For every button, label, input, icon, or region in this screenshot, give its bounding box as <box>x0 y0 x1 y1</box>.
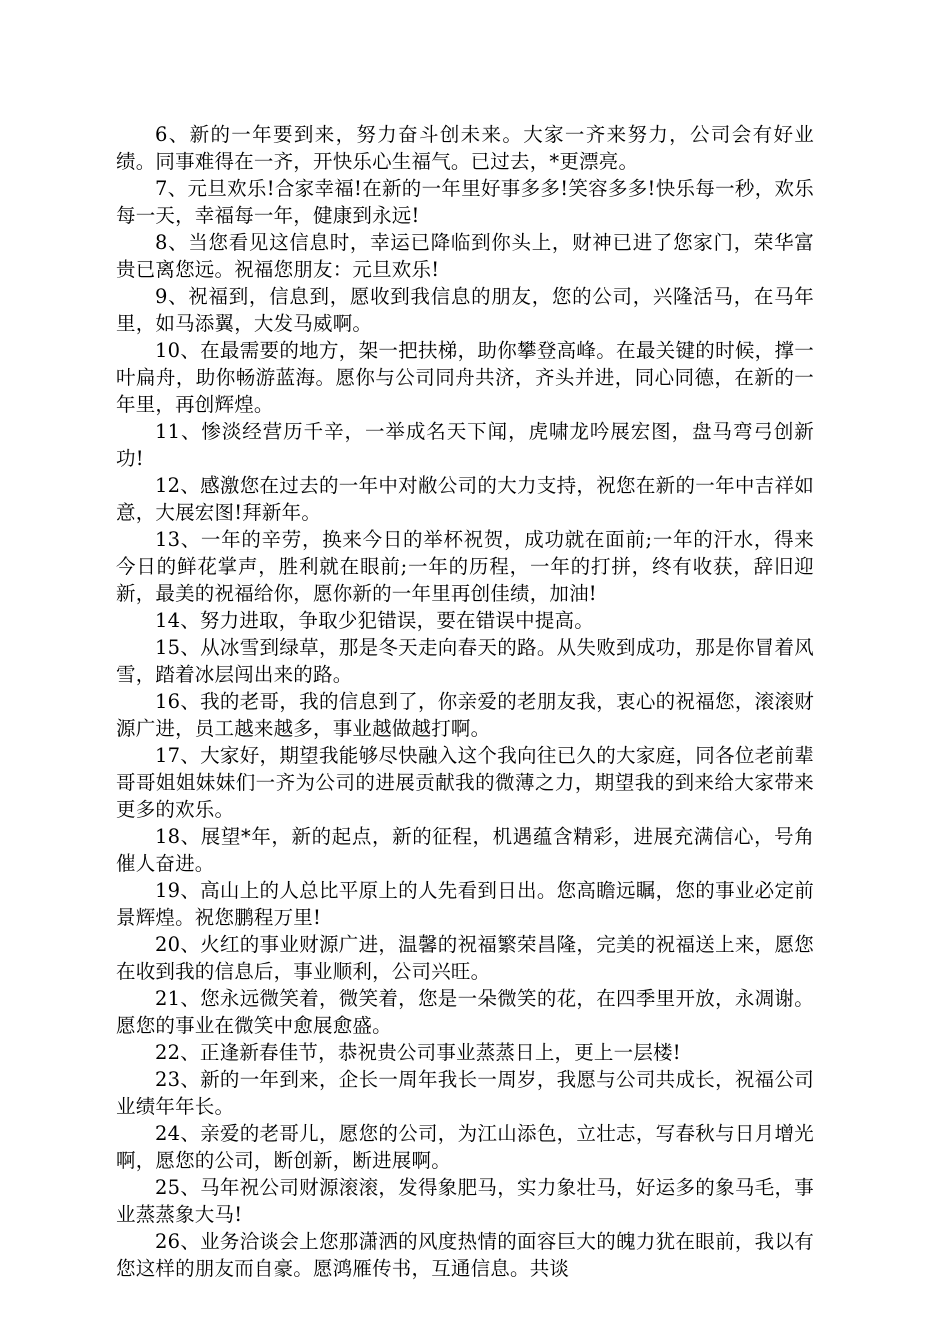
document-body <box>116 121 814 1282</box>
paragraph-12: 12、感激您在过去的一年中对敝公司的大力支持，祝您在新的一年中吉祥如意，大展宏图!拜新年。 <box>116 474 814 524</box>
paragraph-26: 26、业务洽谈会上您那潇洒的风度热情的面容巨大的魄力犹在眼前，我以有您这样的朋友而自豪。愿鸿雁传书，互通信息。共谈 <box>116 1230 814 1280</box>
paragraph-14: 14、努力进取，争取少犯错误，要在错误中提高。 <box>155 609 594 632</box>
paragraph-22: 22、正逢新春佳节，恭祝贵公司事业蒸蒸日上，更上一层楼! <box>155 1041 681 1064</box>
paragraph-8: 8、当您看见这信息时，幸运已降临到你头上，财神已进了您家门，荣华富贵已离您远。祝福您朋友：元旦欢乐! <box>116 231 814 281</box>
paragraph-20: 20、火红的事业财源广进，温馨的祝福繁荣昌隆，完美的祝福送上来，愿您在收到我的信息后，事业顺利，公司兴旺。 <box>116 933 814 983</box>
paragraph-18: 18、展望*年，新的起点，新的征程，机遇蕴含精彩，进展充满信心，号角催人奋进。 <box>116 825 814 875</box>
paragraph-6: 6、新的一年要到来，努力奋斗创未来。大家一齐来努力，公司会有好业绩。同事难得在一齐，开快乐心生福气。已过去，*更漂亮。 <box>116 123 814 173</box>
paragraph-21: 21、您永远微笑着，微笑着，您是一朵微笑的花，在四季里开放，永凋谢。愿您的事业在微笑中愈展愈盛。 <box>116 987 814 1037</box>
paragraph-15: 15、从冰雪到绿草，那是冬天走向春天的路。从失败到成功，那是你冒着风雪，踏着冰层闯出来的路。 <box>116 636 814 686</box>
paragraph-25: 25、马年祝公司财源滚滚，发得象肥马，实力象壮马，好运多的象马毛，事业蒸蒸象大马! <box>116 1176 814 1226</box>
paragraph-11: 11、惨淡经营历千辛，一举成名天下闻，虎啸龙吟展宏图，盘马弯弓创新功! <box>116 420 814 470</box>
paragraph-9: 9、祝福到，信息到，愿收到我信息的朋友，您的公司，兴隆活马，在马年里，如马添翼，大发马威啊。 <box>116 285 814 335</box>
paragraph-24: 24、亲爱的老哥儿，愿您的公司，为江山添色，立壮志，写春秋与日月增光啊，愿您的公司，断创新，断进展啊。 <box>116 1122 814 1172</box>
paragraph-17: 17、大家好，期望我能够尽快融入这个我向往已久的大家庭，同各位老前辈哥哥姐姐妹妹们一齐为公司的进展贡献我的微薄之力，期望我的到来给大家带来更多的欢乐。 <box>116 744 814 821</box>
paragraph-23: 23、新的一年到来，企长一周年我长一周岁，我愿与公司共成长，祝福公司业绩年年长。 <box>116 1068 814 1118</box>
paragraph-7: 7、元旦欢乐!合家幸福!在新的一年里好事多多!笑容多多!快乐每一秒，欢乐每一天，幸福每一年，健康到永远! <box>116 177 814 227</box>
paragraph-16: 16、我的老哥，我的信息到了，你亲爱的老朋友我，衷心的祝福您，滚滚财源广进，员工越来越多，事业越做越打啊。 <box>116 690 814 740</box>
paragraph-10: 10、在最需要的地方，架一把扶梯，助你攀登高峰。在最关键的时候，撑一叶扁舟，助你畅游蓝海。愿你与公司同舟共济，齐头并进，同心同德，在新的一年里，再创辉煌。 <box>116 339 814 416</box>
paragraph-13: 13、一年的辛劳，换来今日的举杯祝贺，成功就在面前;一年的汗水，得来今日的鲜花掌声，胜利就在眼前;一年的历程，一年的打拼，终有收获，辞旧迎新，最美的祝福给你，愿你新的一年里再创佳绩，加油! <box>116 528 814 605</box>
paragraph-19: 19、高山上的人总比平原上的人先看到日出。您高瞻远瞩，您的事业必定前景辉煌。祝您鹏程万里! <box>116 879 814 929</box>
